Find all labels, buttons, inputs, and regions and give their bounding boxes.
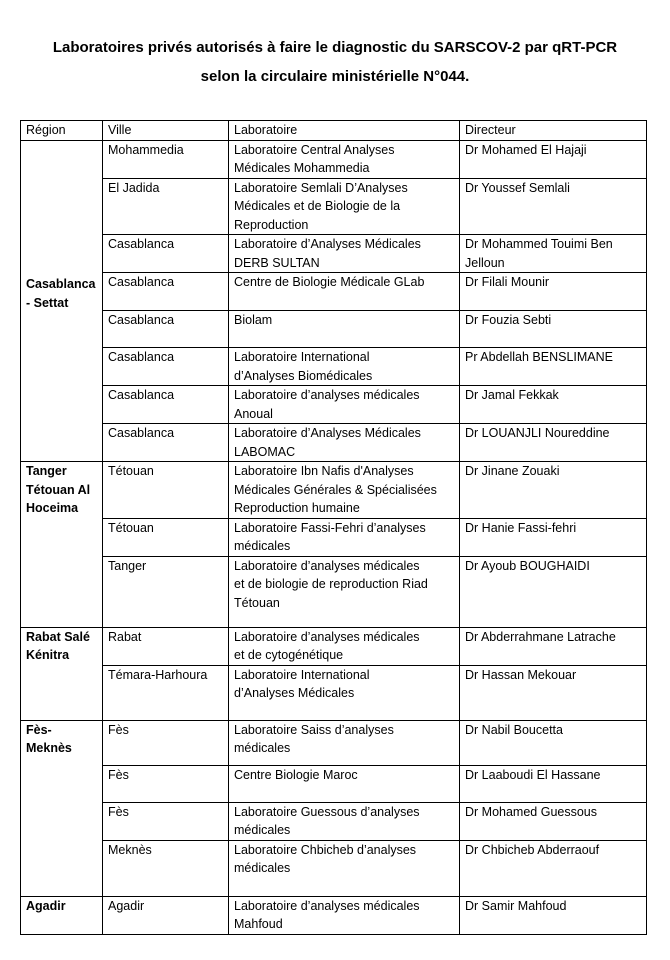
table-row (21, 840, 647, 896)
document-title (0, 33, 670, 91)
table-row (21, 627, 647, 665)
header-directeur: Directeur (460, 121, 647, 141)
table-row (21, 665, 647, 720)
ville-cell: Fès (103, 802, 229, 840)
laboratoire-cell: Centre de Biologie Médicale GLab (229, 273, 460, 311)
directeur-cell: Dr Laaboudi El Hassane (460, 765, 647, 802)
table-row (21, 140, 647, 178)
table-row (21, 896, 647, 934)
header-region: Région (21, 121, 103, 141)
directeur-cell: Dr Nabil Boucetta (460, 720, 647, 765)
table-row (21, 348, 647, 386)
ville-cell: Casablanca (103, 424, 229, 462)
ville-cell: Casablanca (103, 235, 229, 273)
laboratoire-cell: Laboratoire Central Analyses Médicales Mohammedia (229, 140, 460, 178)
directeur-cell: Dr Mohamed Guessous (460, 802, 647, 840)
title-line-1: Laboratoires privés autorisés à faire le diagnostic du SARSCOV-2 par qRT-PCR (52, 39, 618, 56)
table-row (21, 424, 647, 462)
region-cell (21, 140, 103, 462)
ville-cell: Fès (103, 720, 229, 765)
table-row (21, 720, 647, 765)
directeur-cell: Pr Abdellah BENSLIMANE (460, 348, 647, 386)
laboratoire-cell: Laboratoire Guessous d’analyses médicales (229, 802, 460, 840)
directeur-cell: Dr Hassan Mekouar (460, 665, 647, 720)
laboratoire-cell: Laboratoire International d’Analyses Médicales (229, 665, 460, 720)
table-row (21, 273, 647, 311)
laboratoire-cell: Biolam (229, 311, 460, 348)
ville-cell: Casablanca (103, 273, 229, 311)
directeur-cell: Dr Mohamed El Hajaji (460, 140, 647, 178)
laboratoire-cell: Laboratoire International d’Analyses Biomédicales (229, 348, 460, 386)
laboratoire-cell: Laboratoire d’Analyses Médicales DERB SULTAN (229, 235, 460, 273)
ville-cell: Tanger (103, 556, 229, 627)
region-cell: Agadir (21, 896, 103, 934)
table-row (21, 462, 647, 519)
ville-cell: Casablanca (103, 386, 229, 424)
table-header-row (21, 121, 647, 141)
laboratoire-cell: Laboratoire Saiss d’analyses médicales (229, 720, 460, 765)
table-row (21, 765, 647, 802)
directeur-cell: Dr Jinane Zouaki (460, 462, 647, 519)
directeur-cell: Dr Samir Mahfoud (460, 896, 647, 934)
table-row (21, 311, 647, 348)
title-line-2: selon la circulaire ministérielle N°044. (200, 68, 470, 85)
directeur-cell: Dr Jamal Fekkak (460, 386, 647, 424)
region-cell: Rabat Salé Kénitra (21, 627, 103, 720)
ville-cell: Casablanca (103, 311, 229, 348)
laboratoire-cell: Laboratoire Chbicheb d’analyses médicales (229, 840, 460, 896)
ville-cell: Casablanca (103, 348, 229, 386)
ville-cell: Fès (103, 765, 229, 802)
table-row (21, 518, 647, 556)
table-row (21, 556, 647, 627)
table-row (21, 386, 647, 424)
ville-cell: Tétouan (103, 518, 229, 556)
laboratoire-cell: Laboratoire Fassi-Fehri d’analyses médicales (229, 518, 460, 556)
laboratoire-cell: Centre Biologie Maroc (229, 765, 460, 802)
header-laboratoire: Laboratoire (229, 121, 460, 141)
directeur-cell: Dr LOUANJLI Noureddine (460, 424, 647, 462)
table-row (21, 802, 647, 840)
laboratoire-cell: Laboratoire d’analyses médicales et de biologie de reproduction Riad Tétouan (229, 556, 460, 627)
ville-cell: Rabat (103, 627, 229, 665)
ville-cell: Meknès (103, 840, 229, 896)
directeur-cell: Dr Hanie Fassi-fehri (460, 518, 647, 556)
laboratoire-cell: Laboratoire d’Analyses Médicales LABOMAC (229, 424, 460, 462)
laboratoire-cell: Laboratoire Semlali D’Analyses Médicales et de Biologie de la Reproduction (229, 178, 460, 235)
laboratoire-cell: Laboratoire d’analyses médicales et de cytogénétique (229, 627, 460, 665)
region-cell: Fès- Meknès (21, 720, 103, 896)
ville-cell: Tétouan (103, 462, 229, 519)
laboratoire-cell: Laboratoire d’analyses médicales Mahfoud (229, 896, 460, 934)
directeur-cell: Dr Ayoub BOUGHAIDI (460, 556, 647, 627)
table-row (21, 235, 647, 273)
ville-cell: Agadir (103, 896, 229, 934)
directeur-cell: Dr Abderrahmane Latrache (460, 627, 647, 665)
ville-cell: El Jadida (103, 178, 229, 235)
region-cell: Tanger Tétouan Al Hoceima (21, 462, 103, 628)
directeur-cell: Dr Mohammed Touimi Ben Jelloun (460, 235, 647, 273)
region-label: Casablanca - Settat (26, 277, 96, 310)
laboratoire-cell: Laboratoire Ibn Nafis d'Analyses Médicales Générales & Spécialisées Reproduction humaine (229, 462, 460, 519)
directeur-cell: Dr Fouzia Sebti (460, 311, 647, 348)
laboratories-table (20, 120, 647, 935)
directeur-cell: Dr Filali Mounir (460, 273, 647, 311)
directeur-cell: Dr Chbicheb Abderraouf (460, 840, 647, 896)
laboratoire-cell: Laboratoire d’analyses médicales Anoual (229, 386, 460, 424)
ville-cell: Témara-Harhoura (103, 665, 229, 720)
directeur-cell: Dr Youssef Semlali (460, 178, 647, 235)
header-ville: Ville (103, 121, 229, 141)
ville-cell: Mohammedia (103, 140, 229, 178)
table-row (21, 178, 647, 235)
